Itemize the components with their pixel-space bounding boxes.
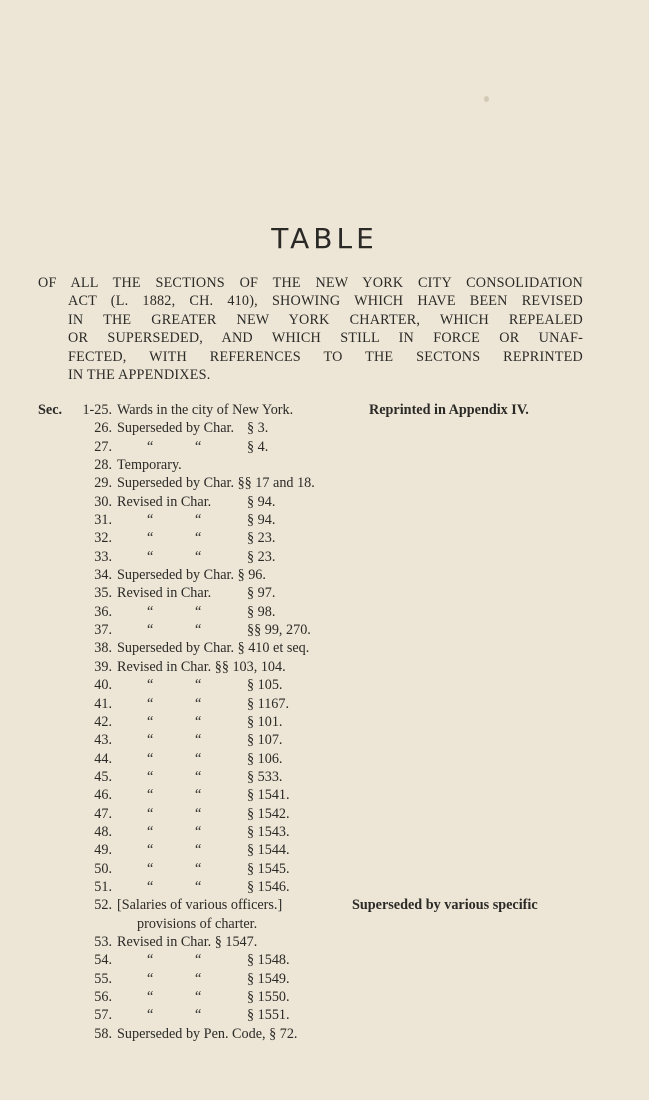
- ditto-mark: “: [147, 1007, 154, 1024]
- charter-reference: § 4.: [247, 438, 269, 455]
- section-number: 45.: [94, 768, 112, 785]
- charter-reference: §§ 99, 270.: [247, 622, 311, 639]
- table-row: [0, 695, 649, 713]
- table-row-continuation: [0, 915, 649, 933]
- section-number: 49.: [94, 842, 112, 859]
- section-number: 27.: [94, 438, 112, 455]
- table-row: [0, 951, 649, 969]
- table-row: [0, 511, 649, 529]
- ditto-mark: “: [195, 768, 202, 785]
- charter-reference: § 1545.: [247, 860, 290, 877]
- ditto-mark: “: [195, 512, 202, 529]
- section-number: 47.: [94, 805, 112, 822]
- description-line: IN THE APPENDIXES.: [68, 367, 211, 384]
- section-number: 57.: [94, 1007, 112, 1024]
- section-disposition: Superseded by Char.: [117, 420, 235, 437]
- table-row: [0, 419, 649, 437]
- table-row: [0, 658, 649, 676]
- table-row: [0, 878, 649, 896]
- ditto-mark: “: [147, 989, 154, 1005]
- ditto-mark: “: [147, 750, 154, 767]
- charter-reference: § 105.: [247, 677, 283, 694]
- section-number: 55.: [94, 970, 112, 987]
- paper-speck: [484, 96, 489, 102]
- ditto-mark: “: [147, 530, 154, 547]
- section-disposition: Revised in Char. § 1547.: [117, 933, 258, 950]
- ditto-mark: “: [147, 842, 154, 859]
- charter-reference: § 1167.: [247, 695, 290, 712]
- ditto-mark: “: [147, 970, 154, 987]
- table-row: [0, 713, 649, 731]
- table-row: [0, 621, 649, 639]
- section-number: 29.: [94, 475, 112, 492]
- charter-reference: § 98.: [247, 603, 276, 620]
- table-row: [0, 768, 649, 786]
- description-line: OR SUPERSEDED, AND WHICH STILL IN FORCE OR UNAF-: [68, 330, 583, 347]
- ditto-mark: “: [195, 787, 202, 804]
- section-number: 54.: [94, 952, 112, 969]
- description-line: FECTED, WITH REFERENCES TO THE SECTONS REPRINTED: [68, 348, 583, 365]
- table-row: [0, 401, 649, 419]
- section-number: 31.: [94, 512, 112, 529]
- ditto-mark: “: [147, 768, 154, 785]
- ditto-mark: “: [195, 1007, 202, 1024]
- table-row: [0, 786, 649, 804]
- section-number: 34.: [94, 567, 112, 584]
- ditto-mark: “: [147, 548, 154, 565]
- ditto-mark: “: [195, 970, 202, 987]
- section-number: 32.: [94, 530, 112, 547]
- ditto-mark: “: [147, 512, 154, 529]
- section-number: 43.: [94, 732, 112, 749]
- table-row: [0, 988, 649, 1006]
- table-row: [0, 731, 649, 749]
- table-row: [0, 438, 649, 456]
- section-number: 46.: [94, 787, 112, 804]
- ditto-mark: “: [195, 530, 202, 547]
- ditto-mark: “: [147, 805, 154, 822]
- section-number: 51.: [94, 878, 112, 895]
- charter-reference: § 3.: [247, 420, 269, 437]
- charter-reference: § 23.: [247, 530, 276, 547]
- charter-reference: § 1541.: [247, 787, 290, 804]
- table-row: [0, 529, 649, 547]
- section-number: 36.: [94, 603, 112, 620]
- section-number: 28.: [94, 457, 112, 474]
- charter-reference: § 1551.: [247, 1007, 290, 1024]
- ditto-mark: “: [195, 805, 202, 822]
- table-row: [0, 676, 649, 694]
- table-row: [0, 750, 649, 768]
- ditto-mark: “: [195, 677, 202, 694]
- ditto-mark: “: [147, 713, 154, 730]
- page-title: TABLE: [271, 222, 378, 255]
- section-number: 53.: [94, 933, 112, 950]
- section-number: 39.: [94, 658, 112, 675]
- table-row: [0, 823, 649, 841]
- charter-reference: § 533.: [247, 768, 283, 785]
- ditto-mark: “: [147, 787, 154, 804]
- charter-reference: § 1543.: [247, 823, 290, 840]
- table-row: [0, 566, 649, 584]
- charter-reference: § 101.: [247, 713, 283, 730]
- table-row: [0, 584, 649, 602]
- section-disposition: Superseded by Char. §§ 17 and 18.: [117, 475, 315, 492]
- ditto-mark: “: [195, 695, 202, 712]
- section-disposition: [Salaries of various officers.]: [117, 897, 283, 914]
- ditto-mark: “: [147, 438, 154, 455]
- charter-reference: § 94.: [247, 493, 276, 510]
- table-description: [38, 274, 583, 384]
- charter-reference: § 1542.: [247, 805, 290, 822]
- table-row: [0, 896, 649, 914]
- section-disposition: Superseded by Char. § 96.: [117, 567, 266, 584]
- table-row: [0, 860, 649, 878]
- section-number: 30.: [94, 493, 112, 510]
- ditto-mark: “: [195, 713, 202, 730]
- table-row: [0, 603, 649, 621]
- ditto-mark: “: [147, 732, 154, 749]
- section-number: 35.: [94, 585, 112, 602]
- entry-continuation: provisions of charter.: [137, 915, 258, 932]
- section-number: 26.: [94, 420, 112, 437]
- table-row: [0, 639, 649, 657]
- ditto-mark: “: [147, 695, 154, 712]
- table-row: [0, 841, 649, 859]
- ditto-mark: “: [195, 438, 202, 455]
- charter-reference: § 94.: [247, 512, 276, 529]
- section-number: 50.: [94, 860, 112, 877]
- section-number: 40.: [94, 677, 112, 694]
- section-number: 33.: [94, 548, 112, 565]
- section-number: 41.: [94, 695, 112, 712]
- ditto-mark: “: [195, 750, 202, 767]
- ditto-mark: “: [195, 952, 202, 969]
- ditto-mark: “: [147, 860, 154, 877]
- charter-reference: § 106.: [247, 750, 283, 767]
- table-row: [0, 474, 649, 492]
- ditto-mark: “: [195, 989, 202, 1005]
- charter-reference: § 1550.: [247, 989, 290, 1005]
- section-number: 48.: [94, 823, 112, 840]
- ditto-mark: “: [195, 732, 202, 749]
- table-row: [0, 1025, 649, 1043]
- description-line: OF ALL THE SECTIONS OF THE NEW YORK CITY CONSOLIDATION: [38, 275, 583, 291]
- table-row: [0, 456, 649, 474]
- table-row: [0, 493, 649, 511]
- ditto-mark: “: [195, 823, 202, 840]
- section-disposition: Revised in Char.: [117, 585, 212, 602]
- ditto-mark: “: [147, 677, 154, 694]
- description-line: ACT (L. 1882, CH. 410), SHOWING WHICH HAVE BEEN REVISED: [68, 293, 583, 310]
- charter-reference: § 1549.: [247, 970, 290, 987]
- ditto-mark: “: [147, 823, 154, 840]
- section-number: 37.: [94, 622, 112, 639]
- ditto-mark: “: [147, 952, 154, 969]
- ditto-mark: “: [195, 842, 202, 859]
- charter-reference: § 1548.: [247, 952, 290, 969]
- section-disposition: Superseded by Char. § 410 et seq.: [117, 640, 310, 657]
- charter-reference: § 97.: [247, 585, 276, 602]
- ditto-mark: “: [195, 622, 202, 639]
- ditto-mark: “: [147, 878, 154, 895]
- ditto-mark: “: [147, 603, 154, 620]
- section-number: 1-25.: [82, 402, 112, 418]
- section-number: 42.: [94, 713, 112, 730]
- table-row: [0, 548, 649, 566]
- section-disposition: Superseded by Pen. Code, § 72.: [117, 1025, 298, 1042]
- ditto-mark: “: [195, 603, 202, 620]
- section-disposition: Temporary.: [117, 457, 182, 474]
- entry-note: Reprinted in Appendix IV.: [369, 402, 529, 418]
- charter-reference: § 23.: [247, 548, 276, 565]
- section-table: [0, 401, 649, 1043]
- section-disposition: Revised in Char. §§ 103, 104.: [117, 658, 286, 675]
- section-disposition: Revised in Char.: [117, 493, 212, 510]
- description-line: IN THE GREATER NEW YORK CHARTER, WHICH REPEALED: [68, 311, 583, 328]
- table-row: [0, 970, 649, 988]
- table-row: [0, 1006, 649, 1024]
- table-row: [0, 805, 649, 823]
- table-row: [0, 933, 649, 951]
- charter-reference: § 1544.: [247, 842, 290, 859]
- section-number: 38.: [94, 640, 112, 657]
- sec-label: Sec.: [38, 402, 63, 418]
- section-number: 58.: [94, 1025, 112, 1042]
- ditto-mark: “: [195, 548, 202, 565]
- ditto-mark: “: [195, 878, 202, 895]
- section-disposition: Wards in the city of New York.: [117, 402, 294, 418]
- ditto-mark: “: [195, 860, 202, 877]
- entry-note: Superseded by various specific: [352, 897, 538, 914]
- section-number: 44.: [94, 750, 112, 767]
- charter-reference: § 1546.: [247, 878, 290, 895]
- section-number: 56.: [94, 989, 112, 1005]
- charter-reference: § 107.: [247, 732, 283, 749]
- ditto-mark: “: [147, 622, 154, 639]
- section-number: 52.: [94, 897, 112, 914]
